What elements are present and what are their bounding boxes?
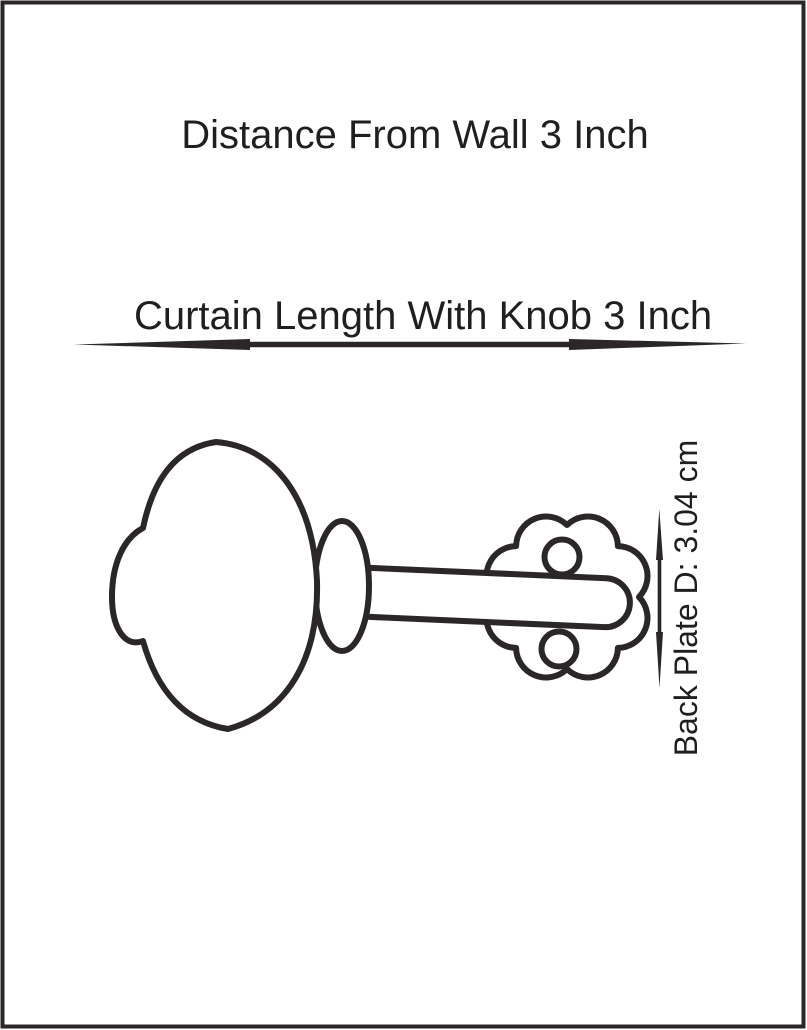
distance-from-wall-label: Distance From Wall 3 Inch (181, 113, 649, 157)
screw-hole-top (545, 540, 580, 575)
knob-drawing (112, 442, 647, 729)
curtain-length-dimension-arrow (74, 339, 746, 350)
knob-collar-drawing (315, 521, 369, 651)
knob-stem-drawing (343, 567, 631, 628)
back-plate-diameter-label: Back Plate D: 3.04 cm (668, 439, 704, 757)
screw-hole-bottom (542, 632, 577, 667)
back-plate-dimension-arrow (656, 509, 663, 688)
curtain-length-label: Curtain Length With Knob 3 Inch (133, 294, 713, 338)
knob-head-drawing (112, 442, 317, 729)
